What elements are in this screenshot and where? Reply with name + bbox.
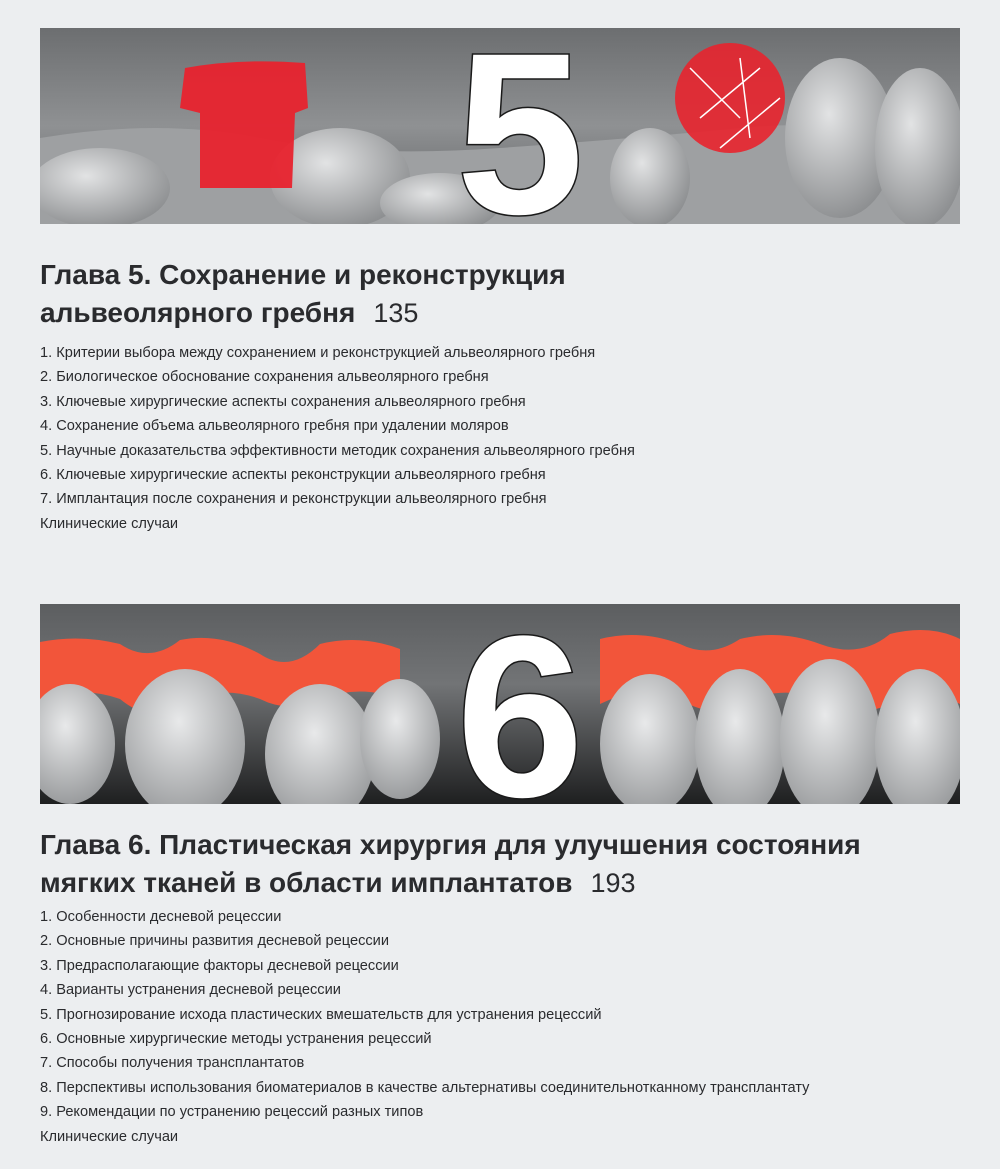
list-item: 1. Особенности десневой рецессии: [40, 909, 282, 925]
list-item: 3. Ключевые хирургические аспекты сохранения альвеолярного гребня: [40, 393, 526, 410]
chapter5-dental-photo: [40, 28, 960, 224]
list-item: 2. Основные причины развития десневой рецессии: [40, 933, 389, 950]
chapter5-banner-photo: [40, 28, 960, 224]
chapter5-title-line1: Глава 5. Сохранение и реконструкция: [40, 259, 566, 290]
chapter6-page-number: 193: [590, 868, 636, 898]
chapter5-title: [40, 256, 960, 332]
list-item: 6. Ключевые хирургические аспекты реконструкции альвеолярного гребня: [40, 467, 546, 484]
list-item: 9. Рекомендации по устранению рецессий разных типов: [40, 1104, 424, 1121]
list-item: 5. Научные доказательства эффективности методик сохранения альвеолярного гребня: [40, 442, 635, 459]
list-item: 7. Способы получения трансплантатов: [40, 1055, 305, 1072]
chapter6-big-number: 6: [456, 604, 584, 804]
list-item: 5. Прогнозирование исхода пластических вмешательств для устранения рецессий: [40, 1006, 602, 1023]
list-item: 4. Варианты устранения десневой рецессии: [40, 982, 341, 999]
chapter5-big-number: 5: [456, 28, 584, 224]
list-item: 4. Сохранение объема альвеолярного гребня при удалении моляров: [40, 418, 509, 435]
list-item: Клинические случаи: [40, 1128, 179, 1145]
chapter6-banner-photo: [40, 604, 960, 804]
chapter6-contents-list: [40, 905, 809, 1149]
list-item: 1. Критерии выбора между сохранением и реконструкцией альвеолярного гребня: [40, 345, 596, 361]
list-item: 8. Перспективы использования биоматериалов в качестве альтернативы соединительнотканному трансплантату: [40, 1079, 810, 1096]
list-item: 3. Предрасполагающие факторы десневой рецессии: [40, 957, 399, 974]
list-item: Клинические случаи: [40, 515, 179, 532]
chapter6-title-line1: Глава 6. Пластическая хирургия для улучшения состояния: [40, 829, 861, 860]
chapter5-page-number: 135: [373, 298, 419, 328]
list-item: 6. Основные хирургические методы устранения рецессий: [40, 1031, 432, 1048]
chapter6-title-line2: мягких тканей в области имплантатов: [40, 867, 573, 898]
list-item: 7. Имплантация после сохранения и реконструкции альвеолярного гребня: [40, 491, 547, 508]
list-item: 2. Биологическое обоснование сохранения альвеолярного гребня: [40, 369, 489, 386]
chapter6-dental-photo: [40, 604, 960, 804]
chapter5-title-line2: альвеолярного гребня: [40, 297, 356, 328]
chapter5-contents-list: [40, 341, 635, 536]
chapter6-title: [40, 826, 980, 902]
